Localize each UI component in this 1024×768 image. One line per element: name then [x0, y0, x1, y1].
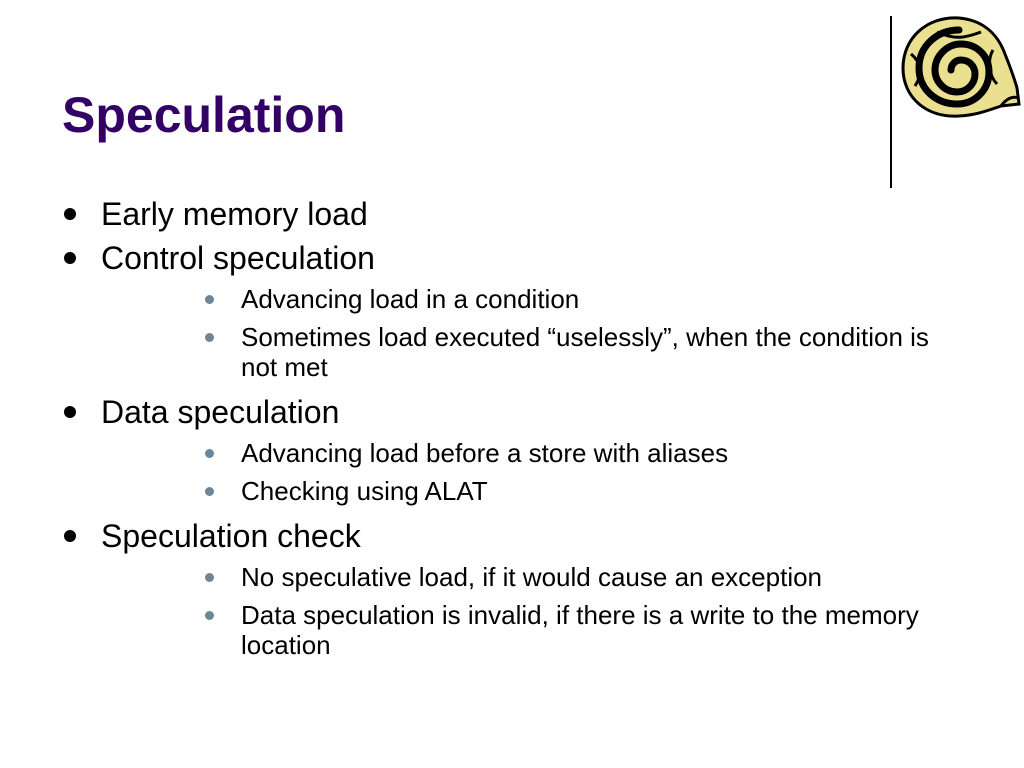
sub-bullet-item [101, 600, 1024, 660]
bullet-text: Speculation check [101, 518, 361, 554]
scroll-spiral-icon [897, 10, 1023, 122]
sub-bullet-dot-icon [205, 487, 214, 496]
bullet-dot-icon [64, 530, 76, 542]
sub-bullet-item [101, 562, 1024, 592]
sub-bullet-text: Sometimes load executed “uselessly”, when the condition is not met [241, 322, 929, 382]
sub-bullet-dot-icon [205, 295, 214, 304]
sub-bullet-list [101, 562, 1024, 660]
sub-bullet-item [101, 438, 1024, 468]
bullet-dot-icon [64, 406, 76, 418]
sub-bullet-dot-icon [205, 573, 214, 582]
bullet-item [0, 390, 1024, 506]
bullet-list [0, 192, 1024, 668]
bullet-text: Early memory load [101, 196, 368, 232]
sub-bullet-text: Advancing load before a store with aliases [241, 438, 729, 468]
bullet-item [0, 192, 1024, 236]
sub-bullet-item [101, 284, 1024, 314]
sub-bullet-dot-icon [205, 333, 214, 342]
sub-bullet-text: Data speculation is invalid, if there is a write to the memory location [241, 600, 919, 660]
sub-bullet-dot-icon [205, 449, 214, 458]
bullet-text: Control speculation [101, 240, 375, 276]
bullet-item [0, 236, 1024, 382]
bullet-text: Data speculation [101, 394, 340, 430]
sub-bullet-text: No speculative load, if it would cause an exception [241, 562, 823, 592]
sub-bullet-text: Advancing load in a condition [241, 284, 580, 314]
sub-bullet-item [101, 322, 1024, 382]
sub-bullet-dot-icon [205, 611, 214, 620]
bullet-dot-icon [64, 252, 76, 264]
sub-bullet-list [101, 284, 1024, 382]
sub-bullet-item [101, 476, 1024, 506]
title-divider [890, 16, 892, 188]
slide-title: Speculation [62, 87, 346, 143]
sub-bullet-list [101, 438, 1024, 506]
bullet-item [0, 514, 1024, 660]
sub-bullet-text: Checking using ALAT [241, 476, 488, 506]
bullet-dot-icon [64, 208, 76, 220]
